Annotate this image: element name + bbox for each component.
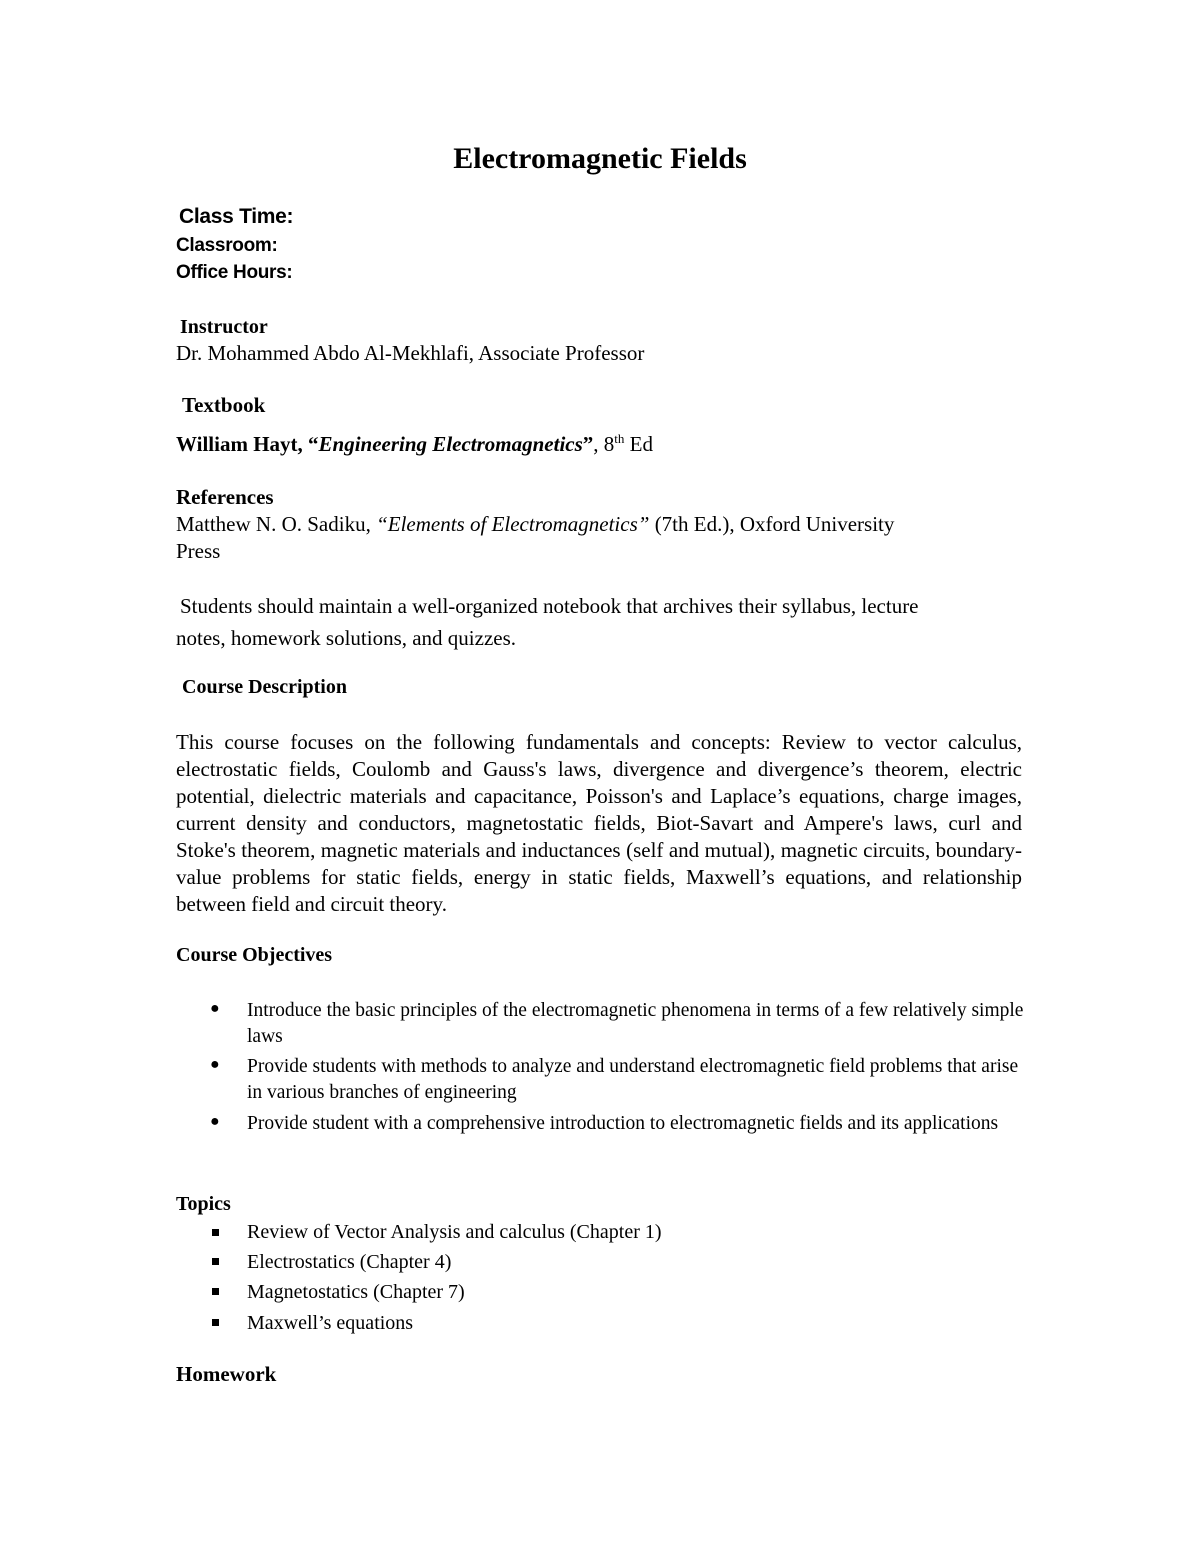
course-description-heading: Course Description: [182, 676, 347, 698]
textbook-edition-suffix: th: [614, 431, 625, 446]
square-bullet-icon: [212, 1288, 219, 1295]
reference-title: “Elements of Electromagnetics”: [376, 512, 650, 536]
classroom-label: Classroom:: [176, 235, 278, 256]
class-time-label: Class Time:: [179, 205, 294, 228]
textbook-comma: ,: [593, 432, 604, 456]
textbook-title: Engineering Electromagnetics: [318, 432, 583, 456]
topics-heading: Topics: [176, 1193, 231, 1215]
topic-item-3: Magnetostatics (Chapter 7): [247, 1281, 465, 1303]
notebook-note-line-2: notes, homework solutions, and quizzes.: [176, 626, 517, 650]
textbook-edition-label: Ed: [624, 432, 653, 456]
textbook-citation: [176, 431, 653, 457]
notebook-note-line-1: Students should maintain a well-organized notebook that archives their syllabus, lecture: [180, 594, 919, 618]
objective-item-2: Provide students with methods to analyze and understand electromagnetic field problems that arise in various branches of engineering: [247, 1056, 1019, 1103]
instructor-heading: Instructor: [180, 316, 268, 338]
square-bullet-icon: [212, 1258, 219, 1265]
objective-item-3: Provide student with a comprehensive introduction to electromagnetic fields and its applications: [247, 1113, 999, 1134]
course-objectives-heading: Course Objectives: [176, 944, 333, 966]
reference-author: Matthew N. O. Sadiku,: [176, 512, 377, 536]
textbook-edition-number: 8: [603, 432, 615, 456]
reference-details: (7th Ed.), Oxford University: [649, 512, 895, 536]
bullet-icon: ●: [210, 1000, 220, 1017]
homework-heading: Homework: [176, 1362, 277, 1386]
reference-line-1: [176, 512, 894, 537]
references-heading: References: [176, 485, 274, 509]
objective-item-1: Introduce the basic principles of the electromagnetic phenomena in terms of a few relatively simple laws: [247, 1000, 1024, 1047]
textbook-open-quote: “: [308, 432, 319, 456]
textbook-close-quote: ”: [582, 432, 594, 456]
office-hours-label: Office Hours:: [176, 262, 293, 283]
page-title: Electromagnetic Fields: [453, 142, 747, 175]
textbook-author: William Hayt,: [176, 432, 309, 456]
topic-item-4: Maxwell’s equations: [247, 1312, 414, 1334]
square-bullet-icon: [212, 1319, 219, 1326]
course-description-text: This course focuses on the following fundamentals and concepts: Review to vector calculus, electrostatic fields, Coulomb and Gauss's laws, divergence and divergence’s theorem, electric potential, dielectric materials and capacitance, Poisson's and Laplace’s equations, charge images, current density and conductors, magnetostatic fields, Biot-Savart and Ampere's laws, curl and Stoke's theorem, magnetic materials and inductances (self and mutual), magnetic circuits, boundary-value problems for static fields, energy in static fields, Maxwell’s equations, and relationship between field and circuit theory.: [176, 730, 1022, 916]
bullet-icon: ●: [210, 1056, 220, 1073]
instructor-name: Dr. Mohammed Abdo Al-Mekhlafi, Associate Professor: [176, 341, 645, 365]
bullet-icon: ●: [210, 1113, 220, 1130]
reference-line-2: Press: [176, 539, 221, 563]
square-bullet-icon: [212, 1229, 219, 1236]
topic-item-1: Review of Vector Analysis and calculus (Chapter 1): [247, 1221, 662, 1243]
textbook-heading: Textbook: [182, 393, 266, 417]
topic-item-2: Electrostatics (Chapter 4): [247, 1251, 452, 1273]
